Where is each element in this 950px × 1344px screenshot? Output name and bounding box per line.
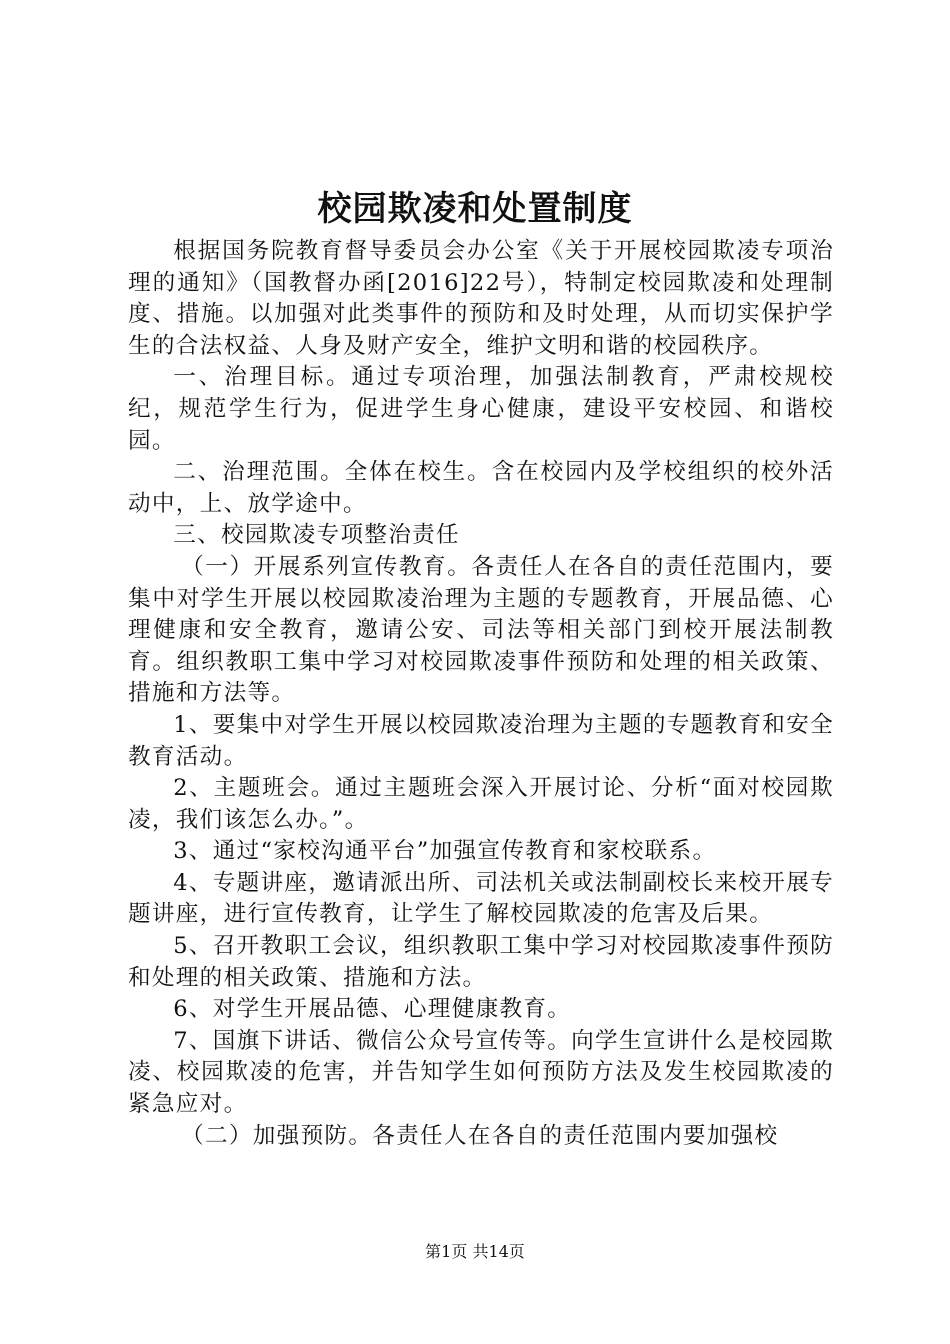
intro-paragraph: 根据国务院教育督导委员会办公室《关于开展校园欺凌专项治理的通知》（国教督办函[2016]22号），特制定校园欺凌和处理制度、措施。以加强对此类事件的预防和及时处理，从而切实保护学生的合法权益、人身及财产安全，维护文明和谐的校园秩序。	[128, 238, 834, 359]
section-responsibility-heading: 三、校园欺凌专项整治责任	[173, 522, 460, 549]
section-governance-goal: 一、治理目标。通过专项治理，加强法制教育，严肃校规校纪，规范学生行为，促进学生身心健康，建设平安校园、和谐校园。	[128, 364, 834, 454]
document-title: 校园欺凌和处置制度	[317, 189, 633, 229]
subsection-prevention: （二）加强预防。各责任人在各自的责任范围内要加强校	[181, 1122, 779, 1149]
list-item-6: 6、对学生开展品德、心理健康教育。	[173, 996, 572, 1023]
list-item-5: 5、召开教职工会议，组织教职工集中学习对校园欺凌事件预防和处理的相关政策、措施和方法。	[128, 933, 834, 991]
page-indicator: 第1页 共14页	[425, 1242, 525, 1261]
list-item-7: 7、国旗下讲话、微信公众号宣传等。向学生宣讲什么是校园欺凌、校园欺凌的危害，并告知学生如何预防方法及发生校园欺凌的紧急应对。	[128, 1027, 834, 1118]
subsection-publicity-education: （一）开展系列宣传教育。各责任人在各自的责任范围内，要集中对学生开展以校园欺凌治理为主题的专题教育，开展品德、心理健康和安全教育，邀请公安、司法等相关部门到校开展法制教育。组织教职工集中学习对校园欺凌事件预防和处理的相关政策、措施和方法等。	[128, 553, 834, 707]
document-body	[128, 236, 834, 1152]
list-item-3: 3、通过“家校沟通平台”加强宣传教育和家校联系。	[173, 838, 717, 865]
list-item-1: 1、要集中对学生开展以校园欺凌治理为主题的专题教育和安全教育活动。	[128, 711, 834, 770]
list-item-4: 4、专题讲座，邀请派出所、司法机关或法制副校长来校开展专题讲座，进行宣传教育，让学生了解校园欺凌的危害及后果。	[128, 869, 834, 928]
list-item-2: 2、主题班会。通过主题班会深入开展讨论、分析“面对校园欺凌，我们该怎么办。”。	[128, 775, 834, 833]
section-governance-scope: 二、治理范围。全体在校生。含在校园内及学校组织的校外活动中，上、放学途中。	[128, 459, 834, 517]
